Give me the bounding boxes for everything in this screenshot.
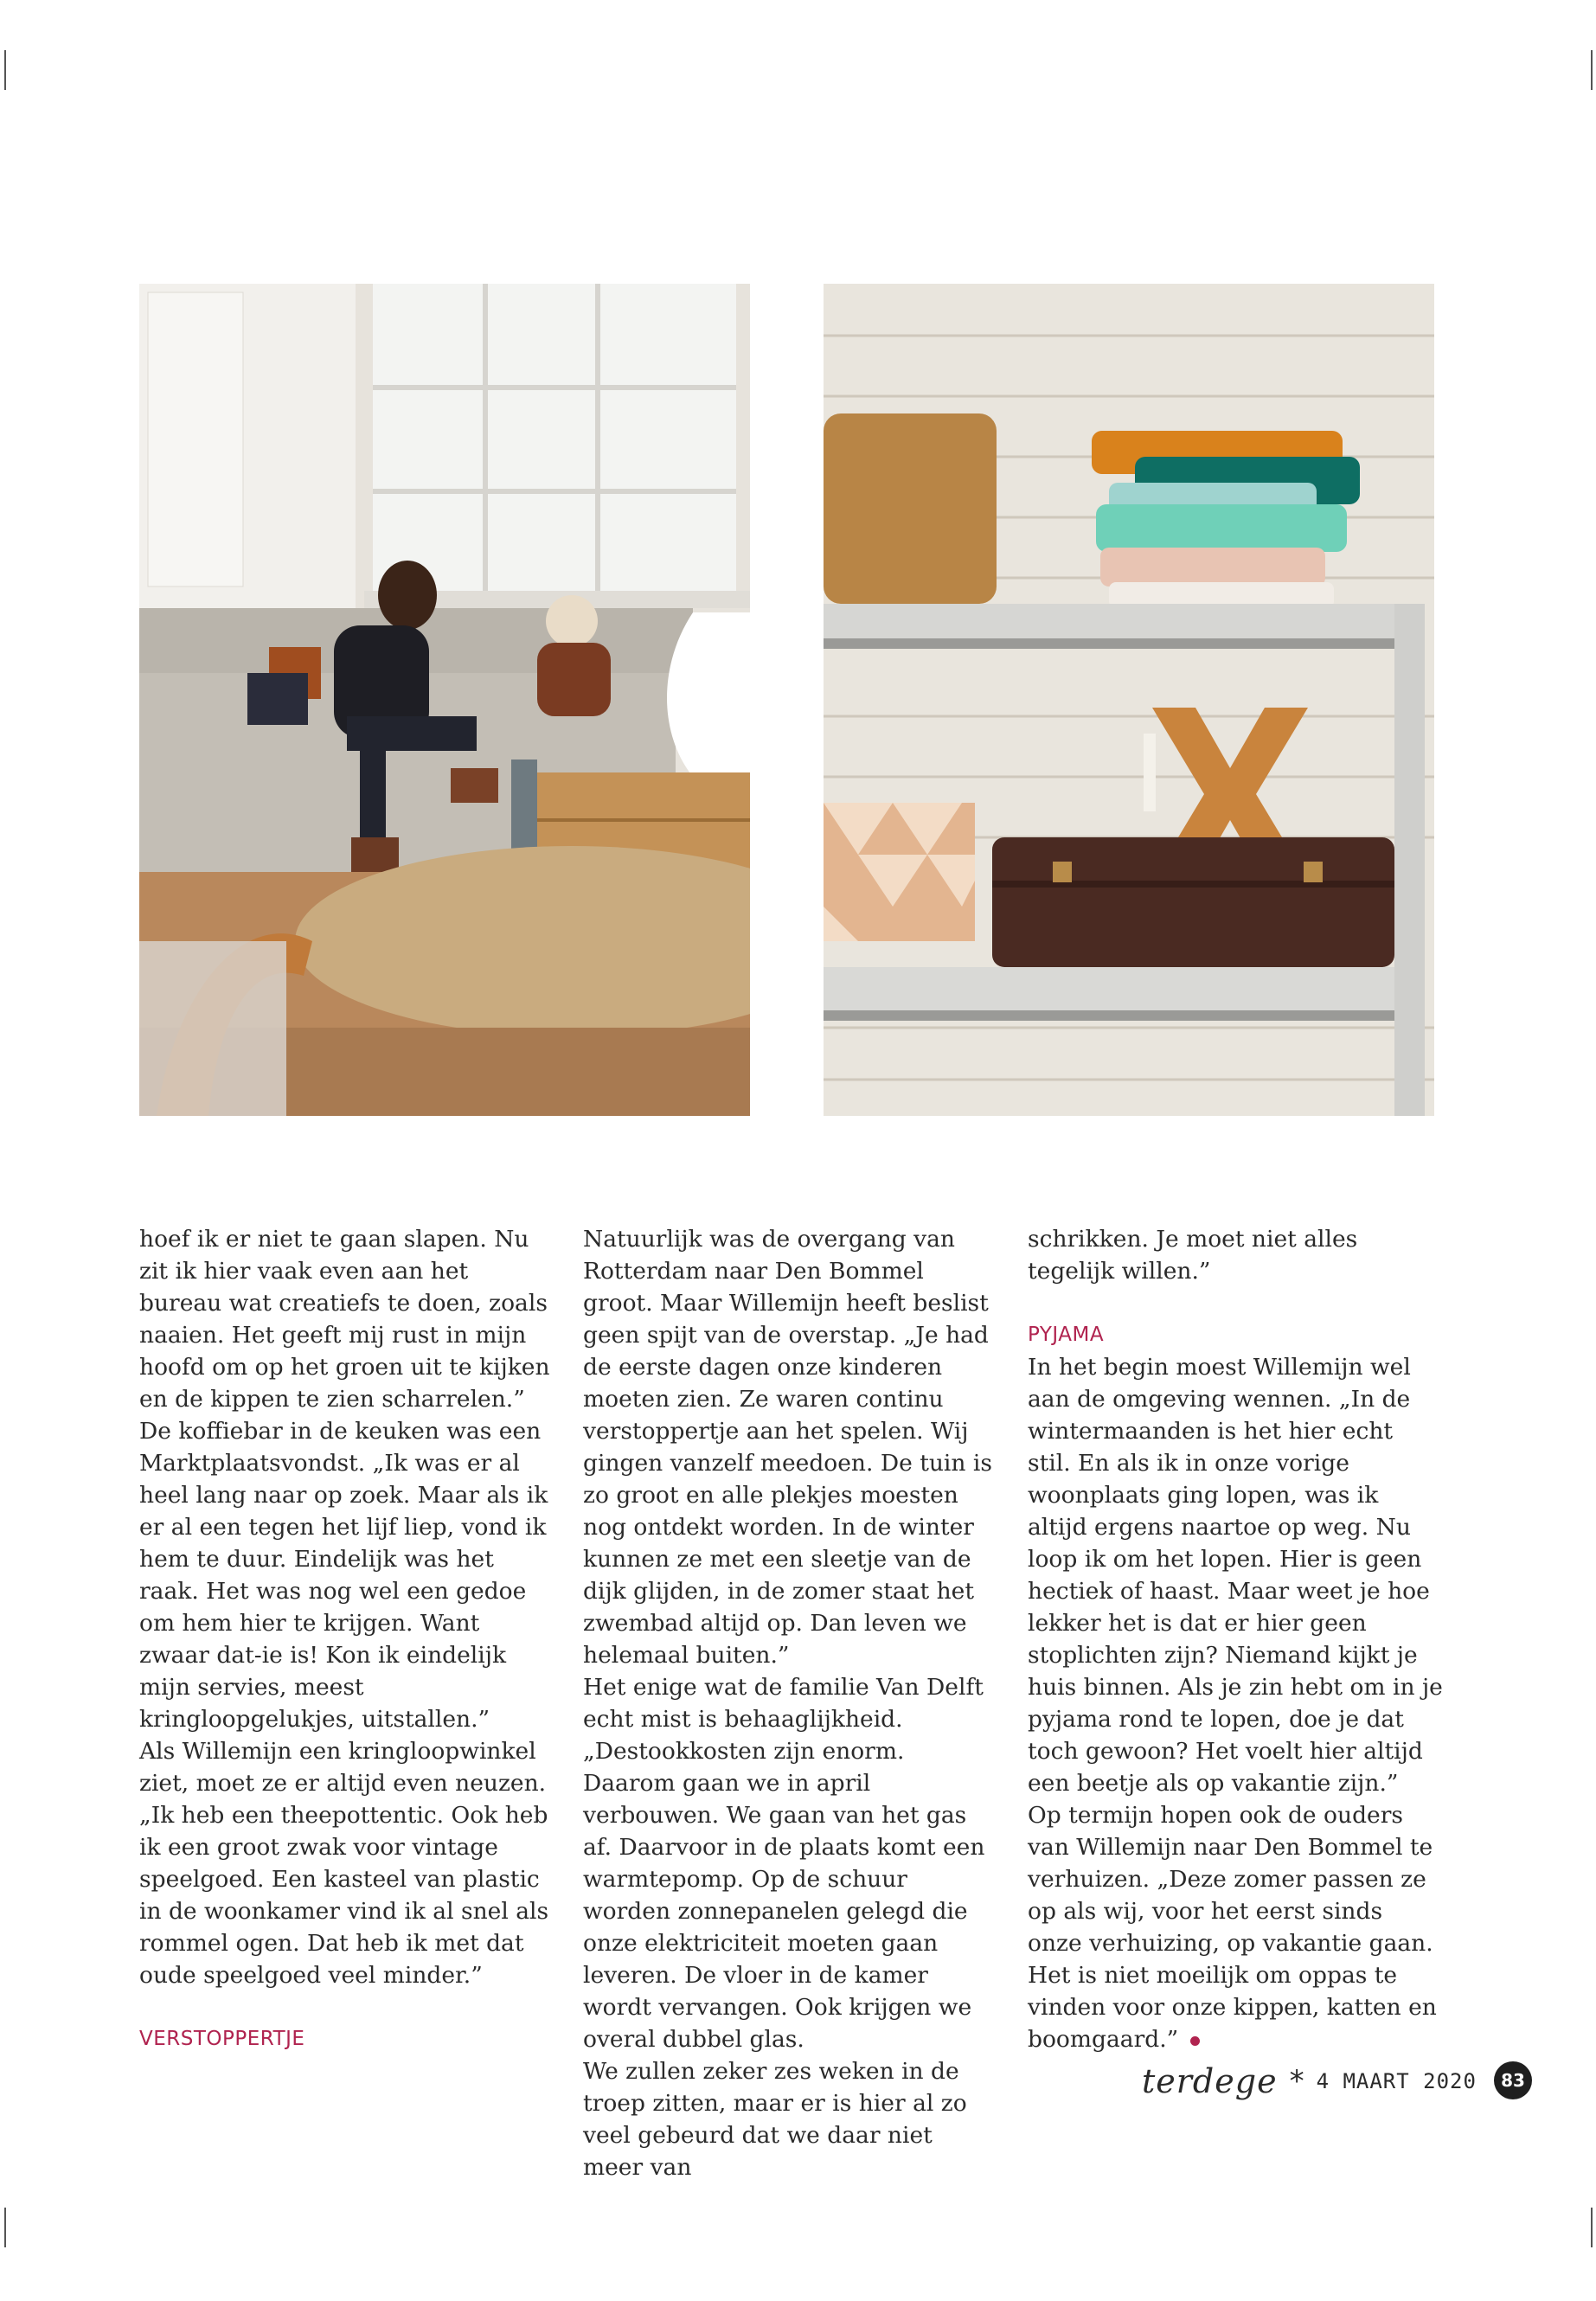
crop-mark-bottom-left: [4, 2208, 6, 2247]
text-column-1: [139, 1223, 554, 2055]
crop-mark-top-right: [1591, 50, 1593, 90]
shelf-photo: [824, 284, 1434, 1116]
text-column-3: [1028, 1223, 1443, 2055]
issue-date: 4 MAART 2020: [1316, 2069, 1477, 2093]
paragraph: [1028, 1959, 1443, 2055]
paragraph: Als Willemijn een kringloopwinkel ziet, moet ze er altijd even neuzen. „Ik heb een theepottentic. Ook heb ik een groot zwak voor vintage speelgoed. Een kasteel van plastic in de woonkamer vind ik al snel als rommel ogen. Dat heb ik met dat oude speelgoed veel minder.”: [139, 1738, 549, 1989]
section-heading: VERSTOPPERTJE: [139, 2028, 305, 2050]
end-mark-icon: [1190, 2036, 1200, 2046]
text-column-2: [583, 1223, 998, 2183]
crop-mark-top-left: [4, 50, 6, 90]
paragraph: hoef ik er niet te gaan slapen. Nu zit ik hier vaak even aan het bureau wat creatiefs te doen, zoals naaien. Het geeft mij rust in mijn hoofd om op het groen uit te kijken en de kippen te zien scharrelen.”: [139, 1226, 550, 1413]
magazine-brand: terdege: [1142, 2062, 1278, 2100]
living-room-photo: [139, 284, 750, 1116]
section-heading: PYJAMA: [1028, 1324, 1105, 1346]
paragraph: schrikken. Je moet niet alles tegelijk willen.”: [1028, 1226, 1358, 1285]
paragraph: In het begin moest Willemijn wel aan de omgeving wennen. „In de wintermaanden is het hier echt stil. En als ik in onze vorige woonplaats ging lopen, was ik altijd ergens naartoe op weg. Nu loop ik om het lopen. Hier is geen hectiek of haast. Maar weet je hoe lekker het is dat er hier geen stoplichten zijn? Niemand kijkt je huis binnen. Als je zin hebt om in je pyjama rond te lopen, doe je dat toch gewoon? Het voelt hier altijd een beetje als op vakantie zijn.”: [1028, 1354, 1443, 1797]
closing-text: Het is niet moeilijk om oppas te vinden voor onze kippen, katten en boomgaard.”: [1028, 1962, 1437, 2053]
page-number-badge: 83: [1494, 2061, 1532, 2099]
paragraph: De koffiebar in de keuken was een Marktplaatsvondst. „Ik was er al heel lang naar op zoek. Maar als ik er al een tegen het lijf liep, vond ik hem te duur. Eindelijk was het raak. Het was nog wel een gedoe om hem hier te krijgen. Want zwaar dat-ie is! Kon ik eindelijk mijn servies, meest kringloopgelukjes, uitstallen.”: [139, 1418, 548, 1733]
page-footer: [1142, 2060, 1477, 2103]
crop-mark-bottom-right: [1591, 2208, 1593, 2247]
paragraph: We zullen zeker zes weken in de troep zitten, maar er is hier al zo veel gebeurd dat we daar niet meer van: [583, 2058, 967, 2181]
paragraph: Op termijn hopen ook de ouders van Willemijn naar Den Bommel te verhuizen. „Deze zomer passen ze op als wij, voor het eerst sinds onze verhuizing, op vakantie gaan.: [1028, 1802, 1433, 1957]
paragraph: Natuurlijk was de overgang van Rotterdam naar Den Bommel groot. Maar Willemijn heeft beslist geen spijt van de overstap. „Je had de eerste dagen onze kinderen moeten zien. Ze waren continu verstoppertje aan het spelen. Wij gingen vanzelf meedoen. De tuin is zo groot en alle plekjes moesten nog ontdekt worden. In de winter kunnen ze met een sleetje van de dijk glijden, in de zomer staat het zwembad altijd op. Dan leven we helemaal buiten.”: [583, 1226, 992, 1669]
paragraph: Het enige wat de familie Van Delft echt mist is behaaglijkheid. „Destookkosten zijn enorm. Daarom gaan we in april verbouwen. We gaan van het gas af. Daarvoor in de plaats komt een warmtepomp. Op de schuur worden zonnepanelen gelegd die onze elektriciteit moeten gaan leveren. De vloer in de kamer wordt vervangen. Ook krijgen we overal dubbel glas.: [583, 1674, 985, 2053]
separator-star-icon: *: [1289, 2064, 1304, 2099]
